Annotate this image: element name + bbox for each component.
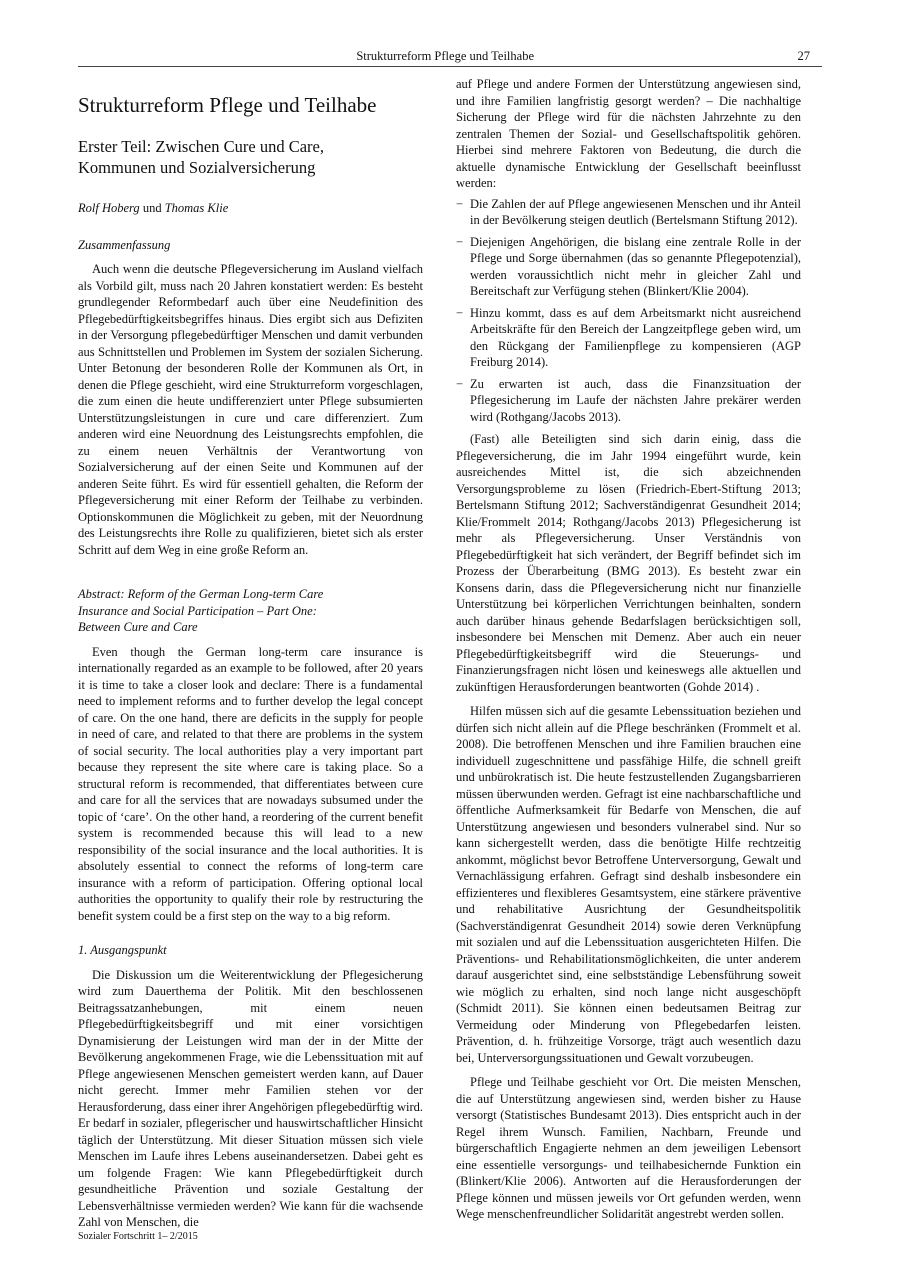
abstract-heading-line-2: Insurance and Social Participation – Part One: [78, 603, 317, 618]
journal-footer: Sozialer Fortschritt 1– 2/2015 [78, 1231, 198, 1242]
section-1-paragraph-3: Hilfen müssen sich auf die gesamte Lebenssituation beziehen und dürfen sich nicht allein auf die Pflege beschränken (Frommelt et al. 2008). Die betroffenen Menschen und ihre Familien brauchen eine individuell zugeschnittene und passfähige Hilfe, die schnell greift und unbürokratisch ist. Die heute festzustellenden Zugangsbarrieren müssen überwunden werden. Gefragt ist eine nachbarschaftliche und öffentliche Aufmerksamkeit für Bedarfe von Menschen, die auf Unterstützung angewiesen und besonders vulnerabel sind. Nur so kann sichergestellt werden, dass die benötigte Hilfe rechtzeitig ankommt, möglichst bevor Betroffene Unterversorgung, Gewalt und Vernachlässigung erfahren. Gefragt sind deshalb insbesondere ein effizienteres und flexibleres Gesamtsystem, eine stärkere präventive und rehabilitative Ausrichtung der Gesundheitspolitik (Sachverständigenrat Gesundheit 2014) sowie deren Verknüpfung mit sozialen und auf die Lebenssituation ausgerichteten Hilfen. Die Präventions- und Rehabilitationsmöglichkeiten, die unter anderem darauf ausgerichtet sind, eine selbstständige Lebensführung soweit wie möglich zu erhalten, sind noch lange nicht ausgeschöpft (Schmidt 2011). Sie können einen bedeutsamen Beitrag zur Vermeidung oder Minderung von Pflegebedarfen leisten. Prävention, d. h. frühzeitige Vorsorge, trägt auch wesentlich dazu bei, Unterversorgungssituationen und Gewalt vorzubeugen. [456, 704, 801, 1065]
list-item [456, 234, 801, 300]
abstract-text: Even though the German long-term care insurance is internationally regarded as an example to be followed, after 20 years it is time to take a closer look and declare: There is a fundamental need to implement reforms and to further develop the legal concept of care. On the one hand, there are deficits in the supply for people in need of care, and related to that there are problems in the system of social security. The local authorities play a very important part because they represent the site where care is taking place. So a structural reform is recommended, that differentiates between cure and care for all the services that are nowadays subsumed under the topic of ‘care’. On the other hand, a reordering of the current benefit system is recommended because this will lead to a new responsibility of the social insurance and the local authorities. It is absolutely essential to connect the reforms of long-term care insurance with a reform of participation. Offering optional local authorities the opportunity to qualify their role by restructuring the benefit system could be a first step on the way to a big reform. [78, 644, 423, 923]
running-title: Strukturreform Pflege und Teilhabe [356, 49, 534, 63]
subtitle-line-2: Kommunen und Sozialversicherung [78, 158, 316, 177]
section-1-paragraph-4: Pflege und Teilhabe geschieht vor Ort. Die meisten Menschen, die auf Unterstützung angewiesen sind, werden bisher zu Hause versorgt (Statistisches Bundesamt 2013). Dies entspricht auch in der Regel ihrem Wunsch. Familien, Nachbarn, Freunde und bürgerschaftlich Engagierte nehmen an dem jeweiligen Lebensort eine essentielle versorgungs- und teilhabesichernde Funktion ein (Blinkert/Klie 2006). Antworten auf die Herausforderungen der Pflege können und müssen jeweils vor Ort gefunden werden, wenn Wege menschenfreundlicher Solidarität angestrebt werden sollen. [456, 1075, 801, 1221]
dash-marker: − [456, 305, 464, 320]
list-item-text: Diejenigen Angehörigen, die bislang eine zentrale Rolle in der Pflege und Sorge übernahmen (das so genannte Pflegepotenzial), werden voraussichtlich nicht mehr in gleicher Zahl und Bereitschaft zur Verfügung stehen (Blinkert/Klie 2004). [470, 234, 801, 298]
authors [78, 200, 423, 217]
list-item-text: Hinzu kommt, dass es auf dem Arbeitsmarkt nicht ausreichend Arbeitskräfte für den Bereich der Langzeitpflege geben wird, um den Rückgang der Familienpflege zu kompensieren (AGP Freiburg 2014). [470, 305, 801, 369]
author-conjunction: und [139, 201, 165, 215]
section-1-paragraph-2: (Fast) alle Beteiligten sind sich darin einig, dass die Pflegeversicherung, die im Jahr 1994 eingeführt wurde, kein ausreichendes Mittel ist, die sich abzeichnenden Versorgungsprobleme zu lösen (Friedrich-Ebert-Stiftung 2013; Bertelsmann Stiftung 2012; Sachverständigenrat Gesundheit 2014; Klie/Frommelt 2014; Rothgang/Jacobs 2013) Pflegesicherung ist mehr als Pflegeversicherung. Unser Verständnis von Pflegebedürftigkeit hat sich verändert, der Begriff befindet sich im Prozess der Überarbeitung (BMG 2013). Es besteht zwar ein Konsens darin, dass die Pflegeversicherung nicht nur finanzielle Unterstützung bei körperlichen Verrichtungen beinhalten, sondern auch darüber hinaus gehende Bedarfslagen berücksichtigen soll, insbesondere bei Menschen mit Demenz. Aber auch ein neuer Pflegebedürftigkeitsbegriff wird die Steuerungs- und Finanzierungsfragen nicht lösen und keineswegs alle aktuellen und zukünftigen Herausforderungen beantworten (Gohde 2014) . [456, 432, 801, 694]
author-1: Rolf Hoberg [78, 201, 140, 215]
section-1-paragraph-1-continued: auf Pflege und andere Formen der Unterstützung angewiesen sind, und ihre Familien langfristig gesorgt werden? – Die nachhaltige Sicherung der Pflege wird für die nächsten Jahrzehnte zu den zentralen Themen der Sozial- und Gesellschaftspolitik gehören. Hierbei sind mehrere Faktoren von Bedeutung, die durch die aktuelle dynamische Entwicklung der Gesellschaft beeinflusst werden: [456, 77, 801, 190]
running-header [78, 46, 822, 67]
abstract-heading [78, 586, 423, 636]
summary-heading: Zusammenfassung [78, 237, 171, 252]
list-item [456, 196, 801, 229]
summary-text: Auch wenn die deutsche Pflegeversicherung im Ausland vielfach als Vorbild gilt, muss nach 20 Jahren konstatiert werden: Es besteht grundlegender Reformbedarf auch über eine Neudefinition des Pflegebedürftigkeitsbegriffes hinaus. Dies ergibt sich aus Defiziten in der Versorgung pflegebedürftiger Menschen und damit verbunden aus Schnittstellen und Problemen im System der sozialen Sicherung. Unter Betonung der besonderen Rolle der Kommunen als Ort, in denen die Pflege geschieht, wird eine Strukturreform vorgeschlagen, die zum einen die heute undifferenziert unter Pflege subsumierten Unterstützungsleistungen in cure und care differenziert. Zum anderen wird eine Neuordnung des Leistungsrechts empfohlen, die zu einem neuen Verhältnis der Verantwortung von Sozialversicherung auf der einen Seite und Kommunen auf der anderen Seite führt. Es wird für essentiell gehalten, die Reform der Pflegeversicherung mit einer Reform der Teilhabe zu verbinden. Optionskommunen die Möglichkeit zu geben, mit der Neuordnung des Leistungsrechts ihre Rolle zu qualifizieren, bietet sich als erster Schritt auf dem Weg in eine große Reform an. [78, 262, 423, 557]
page-number: 27 [797, 49, 810, 63]
list-item [456, 376, 801, 426]
abstract-heading-line-3: Between Cure and Care [78, 620, 198, 634]
article-subtitle [78, 136, 423, 178]
dash-marker: − [456, 234, 464, 249]
article-title: Strukturreform Pflege und Teilhabe [78, 93, 377, 117]
left-column [78, 82, 423, 1231]
list-item [456, 305, 801, 371]
right-column [456, 76, 801, 1223]
section-1-heading: 1. Ausgangspunkt [78, 943, 167, 957]
subtitle-line-1: Erster Teil: Zwischen Cure und Care, [78, 137, 324, 156]
factor-list [456, 196, 801, 426]
list-item-text: Zu erwarten ist auch, dass die Finanzsituation der Pflegesicherung im Laufe der nächsten Jahre prekärer werden wird (Rothgang/Jacobs 2013). [470, 376, 801, 424]
dash-marker: − [456, 196, 464, 211]
section-1-paragraph-1: Die Diskussion um die Weiterentwicklung der Pflegesicherung wird zum Dauerthema der Politik. Mit den beschlossenen Beitragssatzanhebungen, mit einem neuen Pflegebedürftigkeitsbegriff und mit einer vorsichtigen Dynamisierung der Leistungen wird man der in der Mitte der Bevölkerung angekommenen Frage, wie die Lebenssituation mit auf Pflege angewiesenen Menschen gemeistert werden kann, auf Dauer nicht gerecht. Immer mehr Familien stehen vor der Herausforderung, dass einer ihrer Angehörigen pflegebedürftig wird. Er bedarf in sozialer, pflegerischer und hauswirtschaftlicher Hinsicht täglich der Unterstützung. Mit dieser Situation müssen sich viele Menschen im Laufe ihres Lebens auseinandersetzen. Dabei geht es um folgende Fragen: Wie kann Pflegebedürftigkeit durch gesundheitliche Prävention und soziale Gestaltung der Lebensverhältnisse vermieden werden? Wie kann für die wachsende Zahl von Menschen, die [78, 967, 423, 1229]
dash-marker: − [456, 376, 464, 391]
author-2: Thomas Klie [164, 201, 229, 215]
list-item-text: Die Zahlen der auf Pflege angewiesenen Menschen und ihr Anteil in der Bevölkerung steigen deutlich (Bertelsmann Stiftung 2012). [470, 196, 801, 227]
abstract-heading-line-1: Abstract: Reform of the German Long-term Care [78, 587, 324, 601]
